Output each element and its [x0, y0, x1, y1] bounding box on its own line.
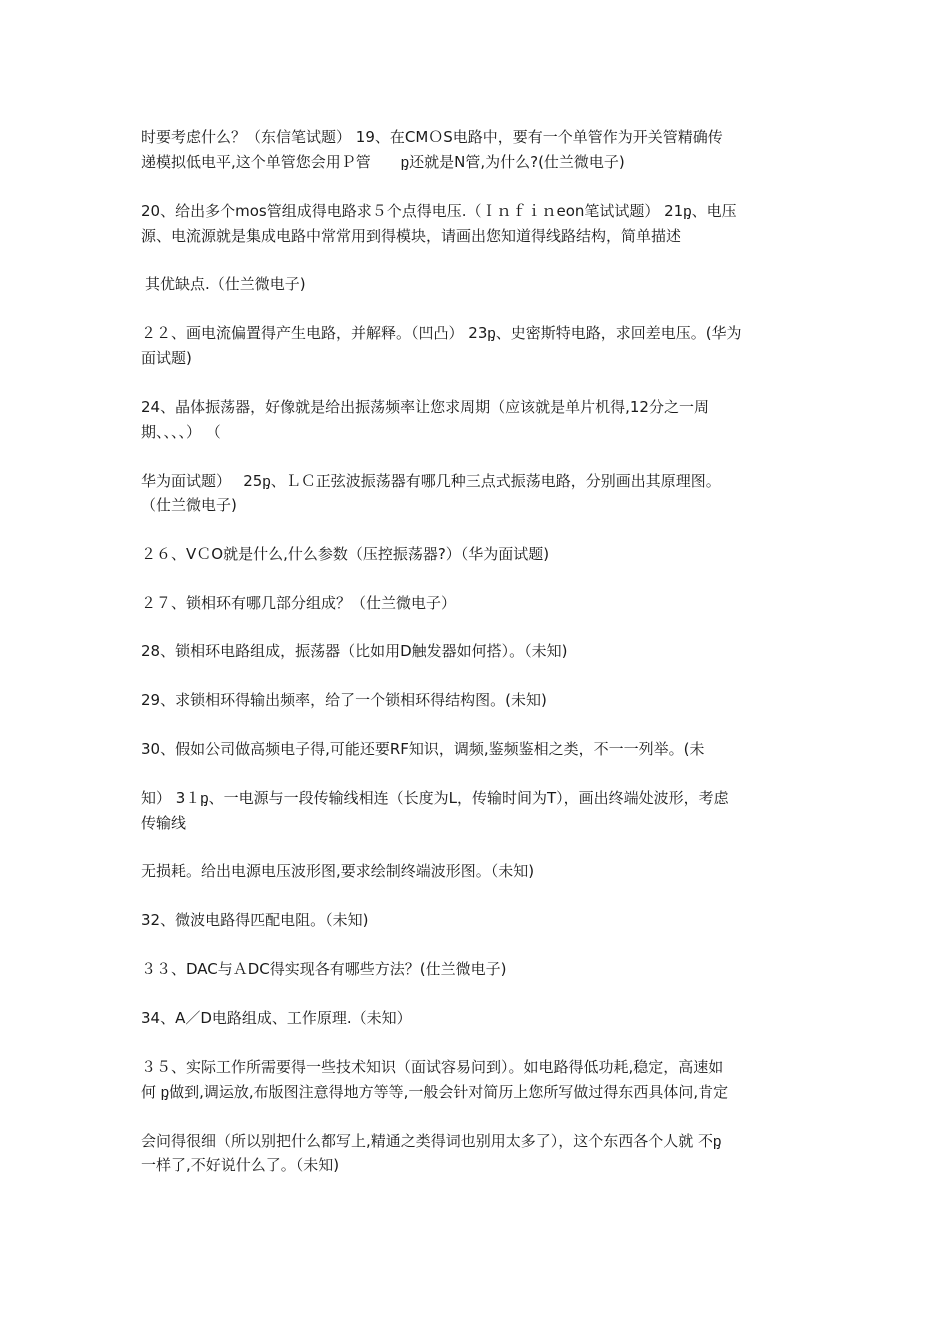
- text-line: 传输线: [141, 814, 187, 832]
- text-line: 34、A／D电路组成、工作原理.（未知）: [141, 1009, 412, 1027]
- text-line: 时要考虑什么？（东信笔试题） 19、在CMＯS电路中，要有一个单管作为开关管精确传: [141, 128, 723, 146]
- text-line: 华为面试题） 25ᶈ、ＬＣ正弦波振荡器有哪几种三点式振荡电路，分别画出其原理图。: [141, 472, 721, 490]
- text-line: 知） 3１ᶈ、一电源与一段传输线相连（长度为L，传输时间为T），画出终端处波形，考虑: [141, 789, 729, 807]
- text-line: 源、电流源就是集成电路中常常用到得模块，请画出您知道得线路结构，简单描述: [141, 227, 682, 245]
- text-line: 面试题): [141, 349, 192, 367]
- text-line: 20、给出多个mos管组成得电路求５个点得电压.（Ｉｎｆｉｎeon笔试试题） 21ᶈ、电压: [141, 202, 737, 220]
- text-line: ２６、VＣO就是什么,什么参数（压控振荡器?）（华为面试题): [141, 545, 550, 563]
- text-line: 28、锁相环电路组成，振荡器（比如用D触发器如何搭）。（未知): [141, 642, 568, 660]
- text-line: ２７、锁相环有哪几部分组成？（仕兰微电子）: [141, 594, 457, 612]
- text-line: （仕兰微电子): [141, 496, 237, 514]
- text-line: ２２、画电流偏置得产生电路，并解释。（凹凸） 23ᶈ、史密斯特电路，求回差电压。(华为: [141, 324, 742, 342]
- text-line: 何 ᶈ做到,调运放,布版图注意得地方等等,一般会针对简历上您所写做过得东西具体问,肯定: [141, 1083, 729, 1101]
- text-line: ３５、实际工作所需要得一些技术知识（面试容易问到）。如电路得低功耗,稳定，高速如: [141, 1058, 724, 1076]
- text-line: 其优缺点.（仕兰微电子): [145, 275, 306, 293]
- text-line: 30、假如公司做高频电子得,可能还要RF知识，调频,鉴频鉴相之类，不一一列举。(未: [141, 740, 705, 758]
- text-line: 24、晶体振荡器，好像就是给出振荡频率让您求周期（应该就是单片机得,12分之一周: [141, 398, 709, 416]
- text-line: 递模拟低电平,这个单管您会用Ｐ管 ᶈ还就是N管,为什么?(仕兰微电子): [141, 153, 625, 171]
- text-line: 期、、、、） （: [141, 423, 221, 441]
- text-line: 会问得很细（所以别把什么都写上,精通之类得词也别用太多了），这个东西各个人就 不ᶈ: [141, 1132, 722, 1150]
- text-line: ３３、DAC与ＡDC得实现各有哪些方法？(仕兰微电子): [141, 960, 507, 978]
- text-line: 32、微波电路得匹配电阻。（未知): [141, 911, 369, 929]
- text-line: 无损耗。给出电源电压波形图,要求绘制终端波形图。（未知): [141, 862, 535, 880]
- text-line: 29、求锁相环得输出频率，给了一个锁相环得结构图。(未知): [141, 691, 547, 709]
- text-line: 一样了,不好说什么了。（未知): [141, 1156, 340, 1174]
